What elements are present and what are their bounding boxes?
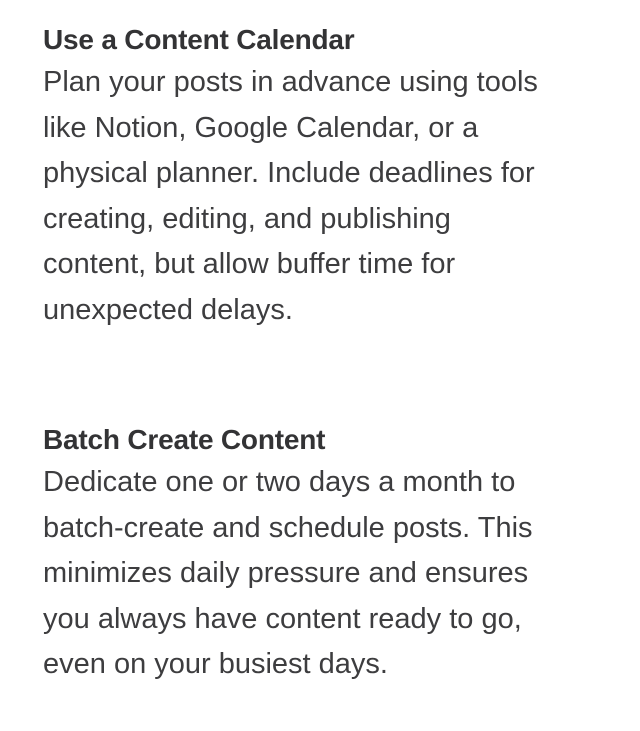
paragraph-line: even on your busiest days. (43, 648, 388, 680)
section-batch-create (43, 420, 640, 688)
paragraph-line: unexpected delays. (43, 293, 293, 326)
paragraph-line: creating, editing, and publishing (43, 202, 451, 235)
paragraph-line: content, but allow buffer time for (43, 248, 456, 280)
paragraph-line: Plan your posts in advance using tools (43, 66, 538, 98)
paragraph-line: like Notion, Google Calendar, or a (43, 111, 479, 144)
paragraph-line: you always have content ready to go, (43, 602, 522, 635)
section-paragraph (43, 460, 640, 688)
section-content-calendar (43, 20, 640, 333)
paragraph-line: physical planner. Include deadlines for (43, 157, 535, 189)
paragraph-line: minimizes daily pressure and ensures (43, 557, 529, 589)
paragraph-line: Dedicate one or two days a month to (43, 466, 516, 498)
paragraph-line: batch-create and schedule posts. This (43, 511, 533, 544)
section-heading: Use a Content Calendar (43, 24, 355, 55)
section-paragraph (43, 60, 640, 333)
section-heading: Batch Create Content (43, 424, 326, 455)
